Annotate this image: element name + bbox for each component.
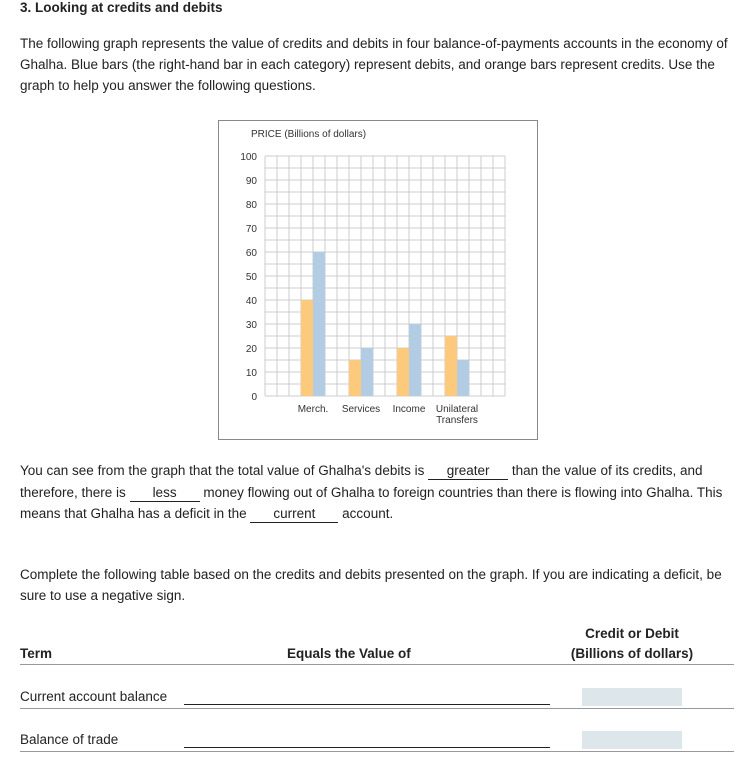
current-account-value-input[interactable] <box>582 688 682 706</box>
bar-credits <box>397 348 409 396</box>
y-tick-label: 10 <box>245 368 257 379</box>
y-tick-label: 70 <box>245 224 257 235</box>
intro-text: The following graph represents the value of credits and debits in four balance-of-payments accounts in the economy of Ghalha. Blue bars (the right-hand bar in each category) represent debits, and orange bars represent credits. Use the graph to help you answer the following questions. <box>20 36 728 93</box>
bar-debits <box>361 348 373 396</box>
row-term-balance-of-trade: Balance of trade <box>20 732 119 747</box>
x-tick-label: Transfers <box>436 415 478 426</box>
y-tick-label: 40 <box>245 296 257 307</box>
col-header-equals: Equals the Value of <box>287 646 411 661</box>
table-intro: Complete the following table based on the credits and debits presented on the graph. If you are indicating a deficit, be sure to use a negative sign. <box>20 567 722 603</box>
row-term-current-account: Current account balance <box>20 689 168 704</box>
chart-container <box>218 120 538 440</box>
sentence-part: You can see from the graph that the total value of Ghalha's debits is <box>20 463 425 478</box>
bar-credits <box>301 300 313 396</box>
bar-credits <box>445 336 457 396</box>
section-heading: 3. Looking at credits and debits <box>20 0 223 15</box>
row-divider <box>20 751 734 752</box>
bar-debits <box>409 324 421 396</box>
current-account-equals-input[interactable] <box>184 704 550 705</box>
bar-debits <box>457 360 469 396</box>
x-tick-label: Services <box>341 404 381 415</box>
x-tick-label: Income <box>392 404 426 415</box>
y-tick-label: 100 <box>240 152 257 163</box>
header-divider <box>20 664 734 665</box>
x-tick-label: Unilateral <box>435 404 479 415</box>
y-tick-label: 50 <box>245 272 257 283</box>
bar-debits <box>313 252 325 396</box>
fill-in-paragraph <box>20 460 735 525</box>
sentence-part: account. <box>342 506 394 521</box>
x-tick-label: Merch. <box>297 404 329 415</box>
deficit-account-blank[interactable]: current <box>250 506 338 523</box>
y-tick-label: 60 <box>245 248 257 259</box>
col-header-term: Term <box>20 646 53 661</box>
y-tick-label: 90 <box>245 176 257 187</box>
sentence-part: money flowing out of Ghalha to foreign countries than there is flowing into Ghalha. This means that Ghalha has a deficit in the <box>20 484 723 521</box>
money-flow-blank[interactable]: less <box>130 485 200 502</box>
y-tick-label: 80 <box>245 200 257 211</box>
y-tick-label: 20 <box>245 344 257 355</box>
col-header-units: (Billions of dollars) <box>570 646 694 661</box>
chart-title: PRICE (Billions of dollars) <box>251 129 367 140</box>
col-header-credit-debit: Credit or Debit <box>585 626 679 641</box>
y-tick-label: 30 <box>245 320 257 331</box>
sentence-part: than the value of its credits, and therefore, there is <box>20 463 703 500</box>
balance-of-trade-equals-input[interactable] <box>184 747 550 748</box>
balance-of-trade-value-input[interactable] <box>582 731 682 749</box>
bar-credits <box>349 360 361 396</box>
y-tick-label: 0 <box>251 392 257 403</box>
debits-comparison-blank[interactable]: greater <box>428 463 508 480</box>
row-divider <box>20 708 734 709</box>
bar-chart <box>219 121 537 439</box>
